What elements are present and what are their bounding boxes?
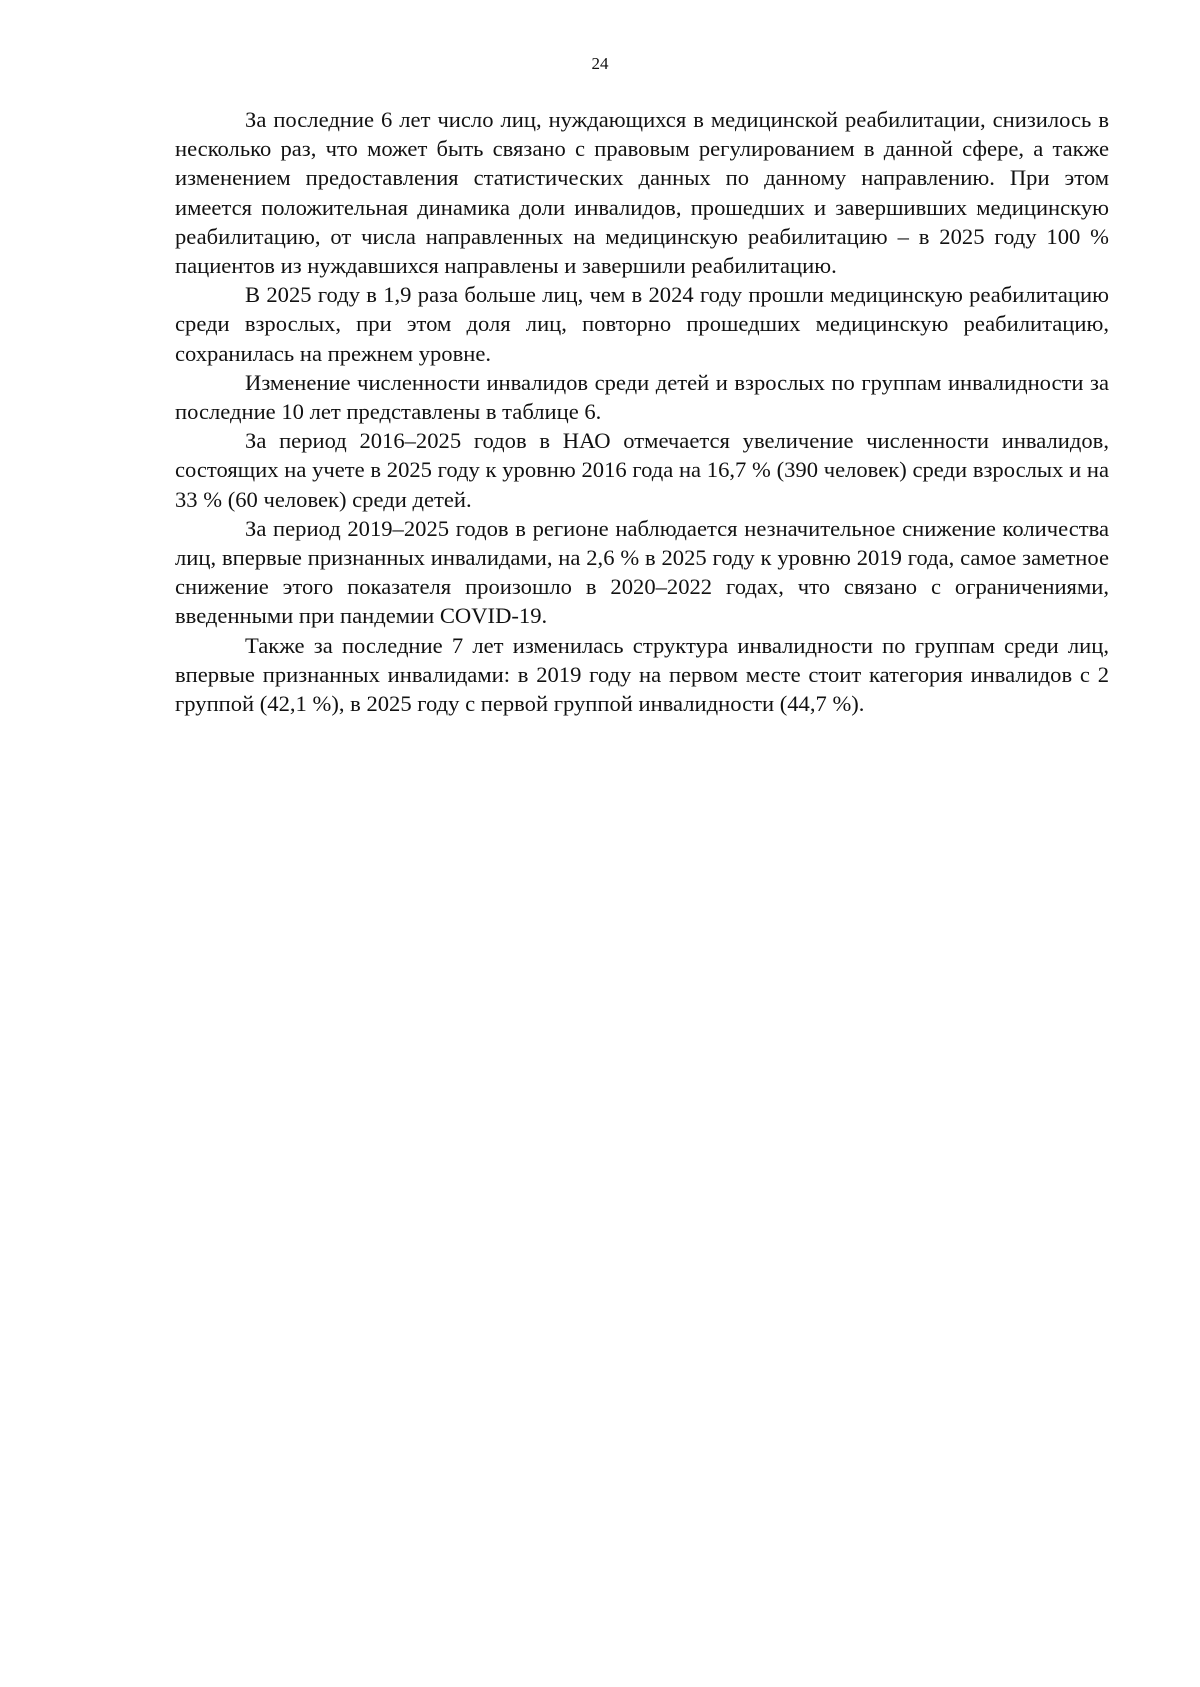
paragraph-table-reference: Изменение численности инвалидов среди детей и взрослых по группам инвалидности за последние 10 лет представлены в таблице 6. (175, 369, 1109, 425)
paragraph-rehabilitation-need: За последние 6 лет число лиц, нуждающихся в медицинской реабилитации, снизилось в несколько раз, что может быть связано с правовым регулированием в данной сфере, а также изменением предоставления статистических данных по данному направлению. При этом имеется положительная динамика доли инвалидов, прошедших и завершивших медицинскую реабилитацию, от числа направленных на медицинскую реабилитацию – в 2025 году 100 % пациентов из нуждавшихся направлены и завершили реабилитацию. (175, 107, 1109, 279)
paragraph-rehabilitation-adults: В 2025 году в 1,9 раза больше лиц, чем в 2024 году прошли медицинскую реабилитацию среди взрослых, при этом доля лиц, повторно прошедших медицинскую реабилитацию, сохранилась на прежнем уровне. (175, 282, 1109, 366)
paragraph-disability-structure: Также за последние 7 лет изменилась структура инвалидности по группам среди лиц, впервые признанных инвалидами: в 2019 году на первом месте стоит категория инвалидов с 2 группой (42,1 %), в 2025 году с первой группой инвалидности (44,7 %). (175, 632, 1109, 717)
page-number: 24 (591, 54, 609, 73)
paragraph-disability-growth: За период 2016–2025 годов в НАО отмечается увеличение численности инвалидов, состоящих на учете в 2025 году к уровню 2016 года на 16,7 % (390 человек) среди взрослых и на 33 % (60 человек) среди детей. (175, 428, 1109, 512)
document-body (175, 105, 1109, 718)
paragraph-first-time-disability: За период 2019–2025 годов в регионе наблюдается незначительное снижение количества лиц, впервые признанных инвалидами, на 2,6 % в 2025 году к уровню 2019 года, самое заметное снижение этого показателя произошло в 2020–2022 годах, что связано с ограничениями, введенными при пандемии COVID-19. (175, 515, 1109, 629)
